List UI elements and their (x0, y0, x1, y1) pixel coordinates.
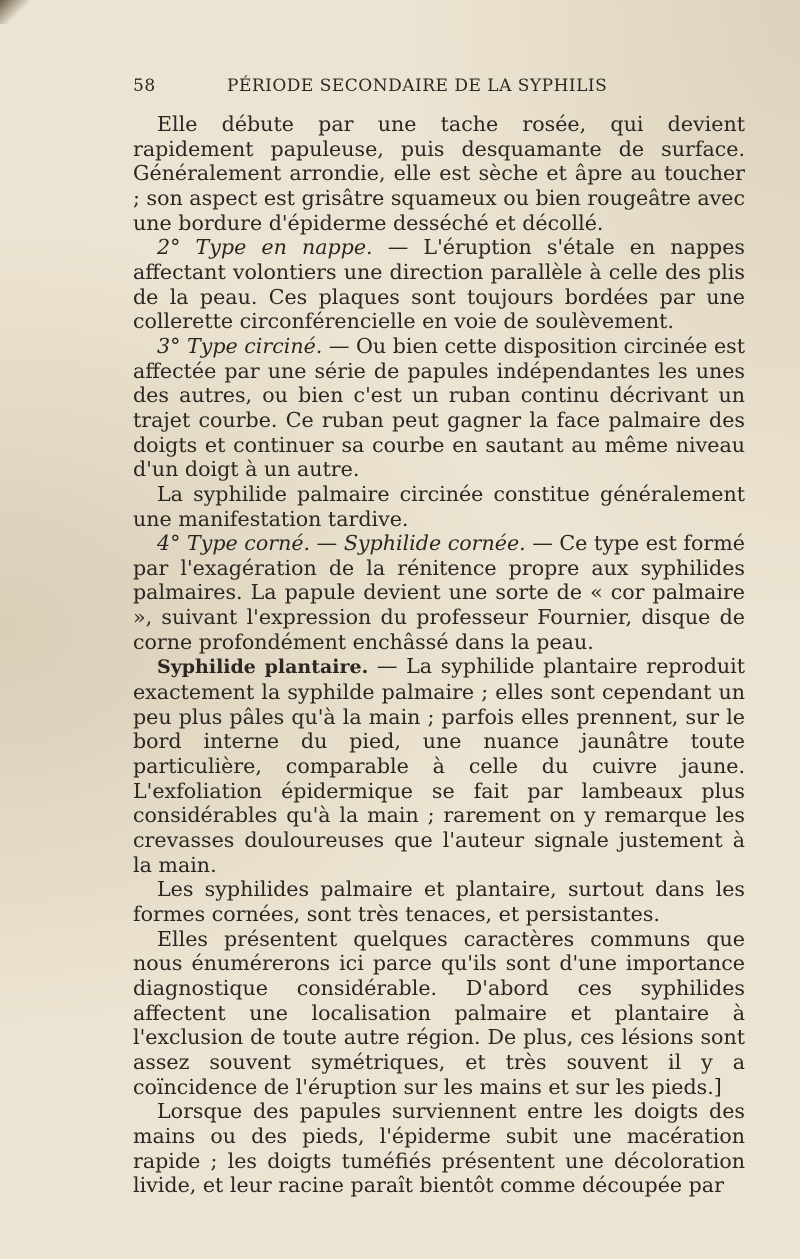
section-lead: 2° Type en nappe. (157, 235, 373, 260)
section-lead: 3° Type circiné. (157, 333, 323, 358)
paragraph: 2° Type en nappe. — L'éruption s'étale en nappes affectant volontiers une direction parallèle à celle des plis de la peau. Ces plaques sont toujours bordées par une collerette circonférencielle en voie de soulèvement. (133, 235, 745, 334)
section-lead: 4° Type corné. — Syphilide cornée. (157, 531, 526, 556)
page-number: 58 (133, 76, 156, 96)
paragraph: Lorsque des papules surviennent entre les doigts des mains ou des pieds, l'épiderme subit une macération rapide ; les doigts tuméfiés présentent une décoloration livide, et leur racine paraît bientôt comme découpée par (133, 1099, 745, 1198)
paragraph: Elles présentent quelques caractères communs que nous énumérerons ici parce qu'ils sont d'une importance diagnostique considérable. D'abord ces syphilides affectent une localisation palmaire et plantaire à l'exclusion de toute autre région. De plus, ces lésions sont assez souvent symétriques, et très souvent il y a coïncidence de l'éruption sur les mains et sur les pieds.] (133, 926, 745, 1099)
body-text (133, 112, 745, 1198)
paragraph: Les syphilides palmaire et plantaire, surtout dans les formes cornées, sont très tenaces, et persistantes. (133, 877, 745, 926)
paragraph: Syphilide plantaire. — La syphilide plantaire reproduit exactement la syphilde palmaire ; elles sont cependant un peu plus pâles qu'à la main ; parfois elles prennent, sur le bord interne du pied, une nuance jaunâtre toute particulière, comparable à celle du cuivre jaune. L'exfoliation épidermique se fait par lambeaux plus considérables qu'à la main ; rarement on y remarque les crevasses douloureuses que l'auteur signale justement à la main. (133, 654, 745, 877)
page-corner-shadow (0, 0, 30, 24)
paragraph: 4° Type corné. — Syphilide cornée. — Ce type est formé par l'exagération de la rénitence propre aux syphilides palmaires. La papule devient une sorte de « cor palmaire », suivant l'expression du professeur Fournier, disque de corne profondément enchâssé dans la peau. (133, 531, 745, 654)
paragraph: Elle débute par une tache rosée, qui devient rapidement papuleuse, puis desquamante de surface. Généralement arrondie, elle est sèche et âpre au toucher ; son aspect est grisâtre squameux ou bien rougeâtre avec une bordure d'épiderme desséché et décollé. (133, 112, 745, 235)
running-head (133, 70, 745, 100)
paragraph: 3° Type circiné. — Ou bien cette disposition circinée est affectée par une série de papules indépendantes les unes des autres, ou bien c'est un ruban continu décrivant un trajet courbe. Ce ruban peut gagner la face palmaire des doigts et continuer sa courbe en sautant au même niveau d'un doigt à un autre. (133, 333, 745, 482)
running-title: PÉRIODE SECONDAIRE DE LA SYPHILIS (227, 76, 608, 96)
section-lead: Syphilide plantaire. (157, 656, 369, 679)
page-header (133, 70, 745, 100)
paragraph: La syphilide palmaire circinée constitue généralement une manifestation tardive. (133, 481, 745, 531)
